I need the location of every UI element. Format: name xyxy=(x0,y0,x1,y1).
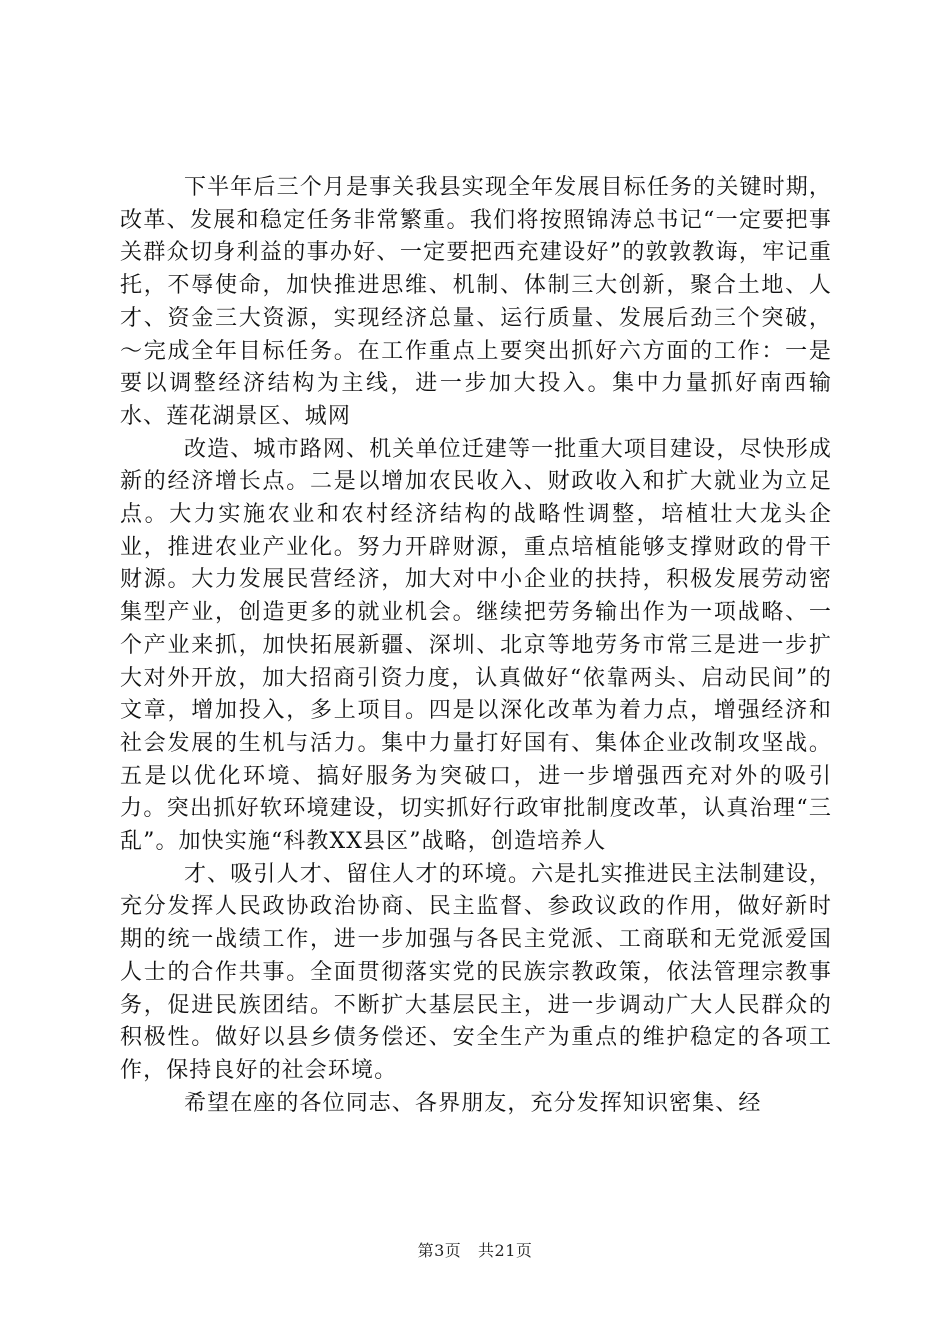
footer-spacer xyxy=(467,1241,473,1260)
paragraph-3: 才、吸引人才、留住人才的环境。六是扎实推进民主法制建设，充分发挥人民政协政治协商、民主监督、参政议政的作用，做好新时期的统一战绩工作，进一步加强与各民主党派、工商联和无党派爱国人士的合作共事。全面贯彻落实党的民族宗教政策，依法管理宗教事务，促进民族团结。不断扩大基层民主，进一步调动广大人民群众的积极性。做好以县乡债务偿还、安全生产为重点的维护稳定的各项工作，保持良好的社会环境。 xyxy=(120,861,832,1083)
page-footer xyxy=(0,1238,950,1261)
paragraph-1: 下半年后三个月是事关我县实现全年发展目标任务的关键时期，改革、发展和稳定任务非常繁重。我们将按照锦涛总书记“一定要把事关群众切身利益的事办好、一定要把西充建设好”的敦敦教诲，牢记重托，不辱使命，加快推进思维、机制、体制三大创新，聚合土地、人才、资金三大资源，实现经济总量、运行质量、发展后劲三个突破，～完成全年目标任务。在工作重点上要突出抓好六方面的工作：一是要以调整经济结构为主线，进一步加大投入。集中力量抓好南西输水、莲花湖景区、城网 xyxy=(120,175,832,429)
paragraph-2: 改造、城市路网、机关单位迁建等一批重大项目建设，尽快形成新的经济增长点。二是以增加农民收入、财政收入和扩大就业为立足点。大力实施农业和农村经济结构的战略性调整，培植壮大龙头企业，推进农业产业化。努力开辟财源，重点培植能够支撑财政的骨干财源。大力发展民营经济，加大对中小企业的扶持，积极发展劳动密集型产业，创造更多的就业机会。继续把劳务输出作为一项战略、一个产业来抓，加快拓展新疆、深圳、北京等地劳务市常三是进一步扩大对外开放，加大招商引资力度，认真做好“依靠两头、启动民间”的文章，增加投入，多上项目。四是以深化改革为着力点，增强经济和社会发展的生机与活力。集中力量打好国有、集体企业改制攻坚战。五是以优化环境、搞好服务为突破口，进一步增强西充对外的吸引力。突出抓好软环境建设，切实抓好行政审批制度改革，认真治理“三乱”。加快实施“科教XX县区”战略，创造培养人 xyxy=(120,436,832,855)
document-body xyxy=(120,172,832,1120)
total-pages: 共21页 xyxy=(478,1241,533,1260)
page-number: 第3页 xyxy=(417,1241,462,1260)
paragraph-4: 希望在座的各位同志、各界朋友，充分发挥知识密集、经 xyxy=(184,1090,762,1116)
